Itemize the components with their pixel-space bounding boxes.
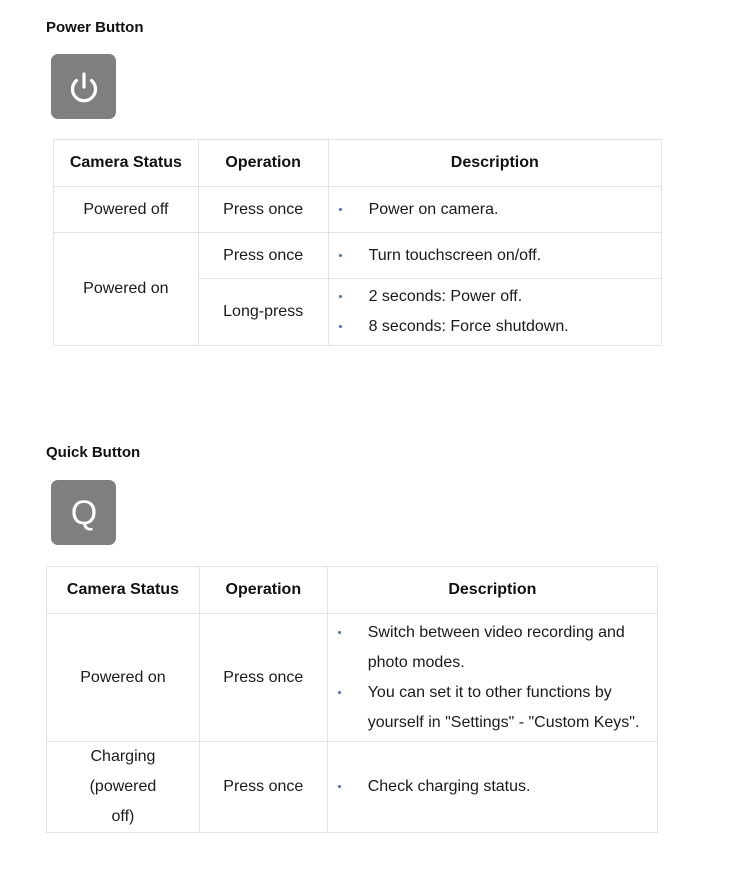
status-cell: Powered on [54, 233, 199, 346]
bullet-text: Turn touchscreen on/off. [368, 246, 542, 264]
bullet-dot-icon [339, 254, 342, 257]
power-button-title: Power Button [46, 19, 144, 36]
list-item [329, 241, 661, 271]
bullet-text: 2 seconds: Power off. [368, 288, 523, 305]
table-header-row [54, 140, 662, 187]
operation-cell: Press once [198, 233, 328, 279]
header-operation: Operation [198, 140, 328, 187]
description-cell [328, 233, 661, 279]
description-cell [328, 187, 661, 233]
quick-button-title: Quick Button [46, 444, 141, 461]
header-description: Description [327, 567, 657, 614]
description-cell [327, 742, 657, 833]
bullet-text: 8 seconds: Force shutdown. [368, 318, 569, 335]
table-header-row [47, 567, 658, 614]
operation-cell: Press once [198, 187, 328, 233]
bullet-dot-icon [338, 631, 341, 634]
list-item [329, 312, 661, 342]
operation-cell: Press once [199, 742, 327, 833]
bullet-dot-icon [338, 785, 341, 788]
bullet-text: Switch between video recording and photo modes. [367, 623, 625, 671]
list-item [328, 618, 649, 678]
power-button-table [53, 139, 662, 346]
operation-cell: Press once [199, 614, 327, 742]
list-item [329, 282, 661, 312]
quick-button-illustration [51, 480, 116, 545]
operation-cell: Long-press [198, 279, 328, 346]
status-cell: Charging (powered off) [47, 742, 200, 833]
list-item [328, 678, 649, 738]
power-button-illustration [51, 54, 116, 119]
bullet-dot-icon [338, 691, 341, 694]
bullet-dot-icon [339, 325, 342, 328]
header-operation: Operation [199, 567, 327, 614]
header-description: Description [328, 140, 661, 187]
description-cell [327, 614, 657, 742]
list-item [328, 772, 657, 802]
power-icon [64, 67, 104, 107]
list-item [329, 195, 661, 225]
header-camera-status: Camera Status [54, 140, 199, 187]
bullet-dot-icon [339, 208, 342, 211]
bullet-text: Power on camera. [368, 200, 499, 218]
bullet-text: You can set it to other functions by yourself in "Settings" - "Custom Keys". [367, 683, 640, 731]
table-row [47, 614, 658, 742]
q-letter-icon [64, 493, 104, 533]
header-camera-status: Camera Status [47, 567, 200, 614]
status-cell: Powered off [54, 187, 199, 233]
q-letter: Q [70, 493, 97, 532]
bullet-dot-icon [339, 295, 342, 298]
description-cell [328, 279, 661, 346]
table-row [54, 187, 662, 233]
quick-button-table [46, 566, 658, 833]
table-row [54, 233, 662, 279]
bullet-text: Check charging status. [367, 778, 531, 795]
status-cell: Powered on [47, 614, 200, 742]
table-row [47, 742, 658, 833]
